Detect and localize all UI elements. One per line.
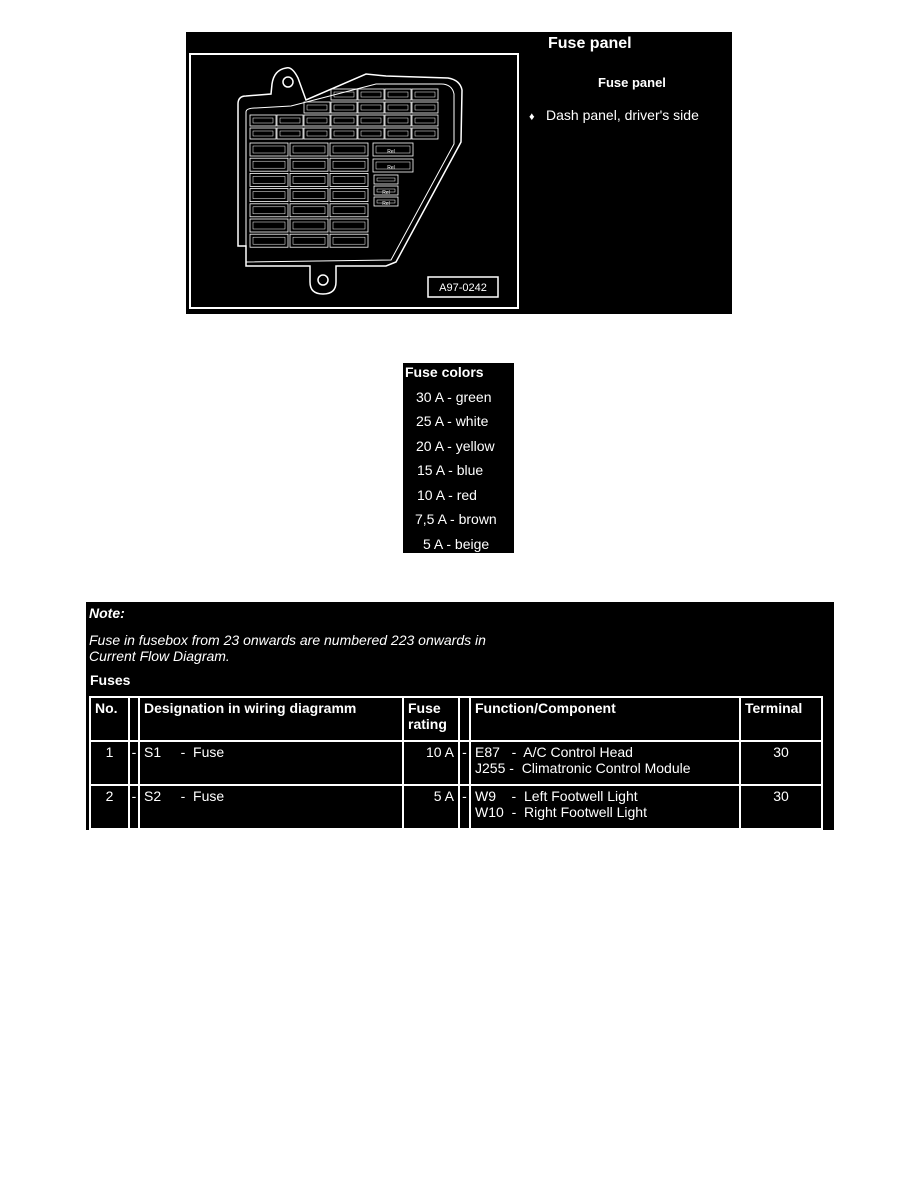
- fuse-color-item: 20 A - yellow: [416, 438, 495, 454]
- fuse-slot: [250, 143, 288, 156]
- mini-fuse-inner: [415, 105, 435, 110]
- fuse-slot-inner: [293, 237, 325, 244]
- location-item: [529, 107, 699, 123]
- fuse-slot-inner: [333, 176, 365, 183]
- fuse-color-item: 25 A - white: [416, 413, 489, 429]
- fuse-slot: [290, 143, 328, 156]
- panel-subtitle: Fuse panel: [598, 75, 666, 90]
- mini-fuse: [358, 89, 384, 100]
- fuse-slot: [330, 234, 368, 247]
- cell-function: [470, 785, 740, 829]
- mini-fuse-inner: [415, 131, 435, 136]
- relay-label: Rel: [387, 149, 395, 155]
- mini-fuse-inner: [253, 118, 273, 123]
- mini-fuse-inner: [280, 131, 300, 136]
- mini-fuse-inner: [361, 92, 381, 97]
- mini-fuse: [385, 115, 411, 126]
- fuse-slot: [290, 173, 328, 186]
- header-rating: [403, 697, 459, 741]
- fuse-slot-inner: [333, 207, 365, 214]
- function-line: W10 - Right Footwell Light: [475, 804, 647, 820]
- table-header-row: [90, 697, 822, 741]
- function-line: E87 - A/C Control Head: [475, 744, 633, 760]
- mini-fuse-inner: [388, 105, 408, 110]
- mini-fuse-inner: [307, 105, 327, 110]
- fuse-slot-inner: [333, 161, 365, 168]
- cell-no: 1: [90, 741, 129, 785]
- mini-fuse: [358, 102, 384, 113]
- fuse-slot-inner: [253, 207, 285, 214]
- mini-fuse: [304, 128, 330, 139]
- fuse-slot-inner: [253, 161, 285, 168]
- mini-fuse: [385, 128, 411, 139]
- fuse-slot: [250, 204, 288, 217]
- mini-fuse-inner: [361, 131, 381, 136]
- mini-fuse-inner: [361, 105, 381, 110]
- mini-fuse-inner: [334, 105, 354, 110]
- cell-terminal: 30: [740, 785, 822, 829]
- fuse-slot: [250, 173, 288, 186]
- note-text: [89, 632, 486, 664]
- note-title: Note:: [89, 605, 125, 621]
- mini-fuse-inner: [415, 118, 435, 123]
- mini-fuse: [412, 115, 438, 126]
- mini-fuse-inner: [388, 118, 408, 123]
- fuse-slot: [250, 158, 288, 171]
- cell-designation: S1 - Fuse: [139, 741, 403, 785]
- fuse-slot-inner: [293, 176, 325, 183]
- mini-fuse: [277, 115, 303, 126]
- mini-fuse: [358, 128, 384, 139]
- mini-fuse-inner: [334, 131, 354, 136]
- header-rating-line: Fuse: [408, 700, 441, 716]
- figure-id: A97-0242: [439, 282, 487, 294]
- fuse-slot: [290, 158, 328, 171]
- mini-fuse-inner: [388, 131, 408, 136]
- table-row: [90, 741, 822, 785]
- fuse-slot: [330, 204, 368, 217]
- fuse-slot: [330, 219, 368, 232]
- fuse-slot: [290, 189, 328, 202]
- mounting-hole-icon: [283, 77, 293, 87]
- mini-fuse: [385, 102, 411, 113]
- table-row: [90, 785, 822, 829]
- fuse-slot: [250, 219, 288, 232]
- fuse-slot-inner: [253, 237, 285, 244]
- mini-fuse: [277, 128, 303, 139]
- header-no: No.: [90, 697, 129, 741]
- cell-dash: -: [129, 741, 139, 785]
- cell-designation: S2 - Fuse: [139, 785, 403, 829]
- fuse-color-item: 30 A - green: [416, 389, 492, 405]
- mini-fuse: [412, 89, 438, 100]
- mini-fuse: [412, 102, 438, 113]
- panel-title: Fuse panel: [548, 35, 632, 52]
- relay-small: [374, 175, 398, 184]
- fuse-slot: [330, 189, 368, 202]
- fuse-slot-inner: [333, 192, 365, 199]
- fuse-slot-inner: [293, 161, 325, 168]
- header-spacer: [129, 697, 139, 741]
- cell-dash: -: [129, 785, 139, 829]
- function-line: W9 - Left Footwell Light: [475, 788, 638, 804]
- fuse-slot-inner: [333, 222, 365, 229]
- fuse-color-item: 10 A - red: [417, 487, 477, 503]
- fuse-slot: [330, 158, 368, 171]
- mini-fuse-inner: [307, 118, 327, 123]
- mini-fuse: [358, 115, 384, 126]
- cell-dash: -: [459, 741, 470, 785]
- relay-label: Rel: [387, 165, 395, 171]
- fuse-slot-inner: [253, 192, 285, 199]
- fuse-slot-inner: [293, 146, 325, 153]
- fuse-slot-inner: [293, 192, 325, 199]
- cell-rating: 10 A: [403, 741, 459, 785]
- relay-label: Rel: [382, 201, 390, 207]
- fuse-color-item: 5 A - beige: [423, 536, 490, 552]
- header-terminal: Terminal: [740, 697, 822, 741]
- fuse-colors-box: [403, 363, 514, 553]
- relay-label: Rel: [382, 190, 390, 196]
- fuse-grid: [250, 89, 438, 247]
- mini-fuse-inner: [307, 131, 327, 136]
- fuse-slot: [250, 234, 288, 247]
- note-and-fuses-section: [86, 602, 834, 830]
- fuse-slot-inner: [333, 146, 365, 153]
- mini-fuse: [304, 115, 330, 126]
- diamond-bullet-icon: ♦: [529, 111, 535, 123]
- fuses-table: [89, 696, 823, 830]
- mini-fuse-inner: [280, 118, 300, 123]
- fuse-slot: [290, 204, 328, 217]
- mini-fuse: [304, 102, 330, 113]
- fuse-slot: [250, 189, 288, 202]
- fuse-slot-inner: [253, 176, 285, 183]
- header-designation: Designation in wiring diagramm: [139, 697, 403, 741]
- fuse-slot-inner: [293, 222, 325, 229]
- mini-fuse-inner: [415, 92, 435, 97]
- fuse-slot: [330, 143, 368, 156]
- fuse-color-item: 15 A - blue: [417, 462, 484, 478]
- fuse-slot-inner: [293, 207, 325, 214]
- fuse-slot-inner: [253, 146, 285, 153]
- function-line: J255 - Climatronic Control Module: [475, 760, 691, 776]
- mini-fuse-inner: [334, 118, 354, 123]
- mini-fuse: [250, 128, 276, 139]
- location-text: Dash panel, driver's side: [546, 107, 699, 123]
- cell-function: [470, 741, 740, 785]
- cell-dash: -: [459, 785, 470, 829]
- mounting-hole-icon: [318, 275, 328, 285]
- cell-no: 2: [90, 785, 129, 829]
- fuse-slot: [290, 219, 328, 232]
- note-line: Current Flow Diagram.: [89, 648, 230, 664]
- header-spacer: [459, 697, 470, 741]
- header-rating-line: rating: [408, 716, 447, 732]
- cell-terminal: 30: [740, 741, 822, 785]
- header-function: Function/Component: [470, 697, 740, 741]
- mini-fuse-inner: [361, 118, 381, 123]
- fuse-colors-title: Fuse colors: [405, 364, 484, 380]
- cell-rating: 5 A: [403, 785, 459, 829]
- fuse-slot-inner: [253, 222, 285, 229]
- fuse-slot: [290, 234, 328, 247]
- fuse-color-item: 7,5 A - brown: [415, 511, 497, 527]
- fuses-heading: Fuses: [90, 672, 131, 688]
- mini-fuse: [331, 128, 357, 139]
- mini-fuse-inner: [388, 92, 408, 97]
- relay-small-inner: [377, 178, 395, 181]
- note-line: Fuse in fusebox from 23 onwards are numbered 223 onwards in: [89, 632, 486, 648]
- fuse-panel-figure: [186, 32, 732, 314]
- mini-fuse: [385, 89, 411, 100]
- mini-fuse: [412, 128, 438, 139]
- mini-fuse: [250, 115, 276, 126]
- mini-fuse: [331, 115, 357, 126]
- fuse-slot: [330, 173, 368, 186]
- mini-fuse: [331, 102, 357, 113]
- mini-fuse-inner: [253, 131, 273, 136]
- fuse-slot-inner: [333, 237, 365, 244]
